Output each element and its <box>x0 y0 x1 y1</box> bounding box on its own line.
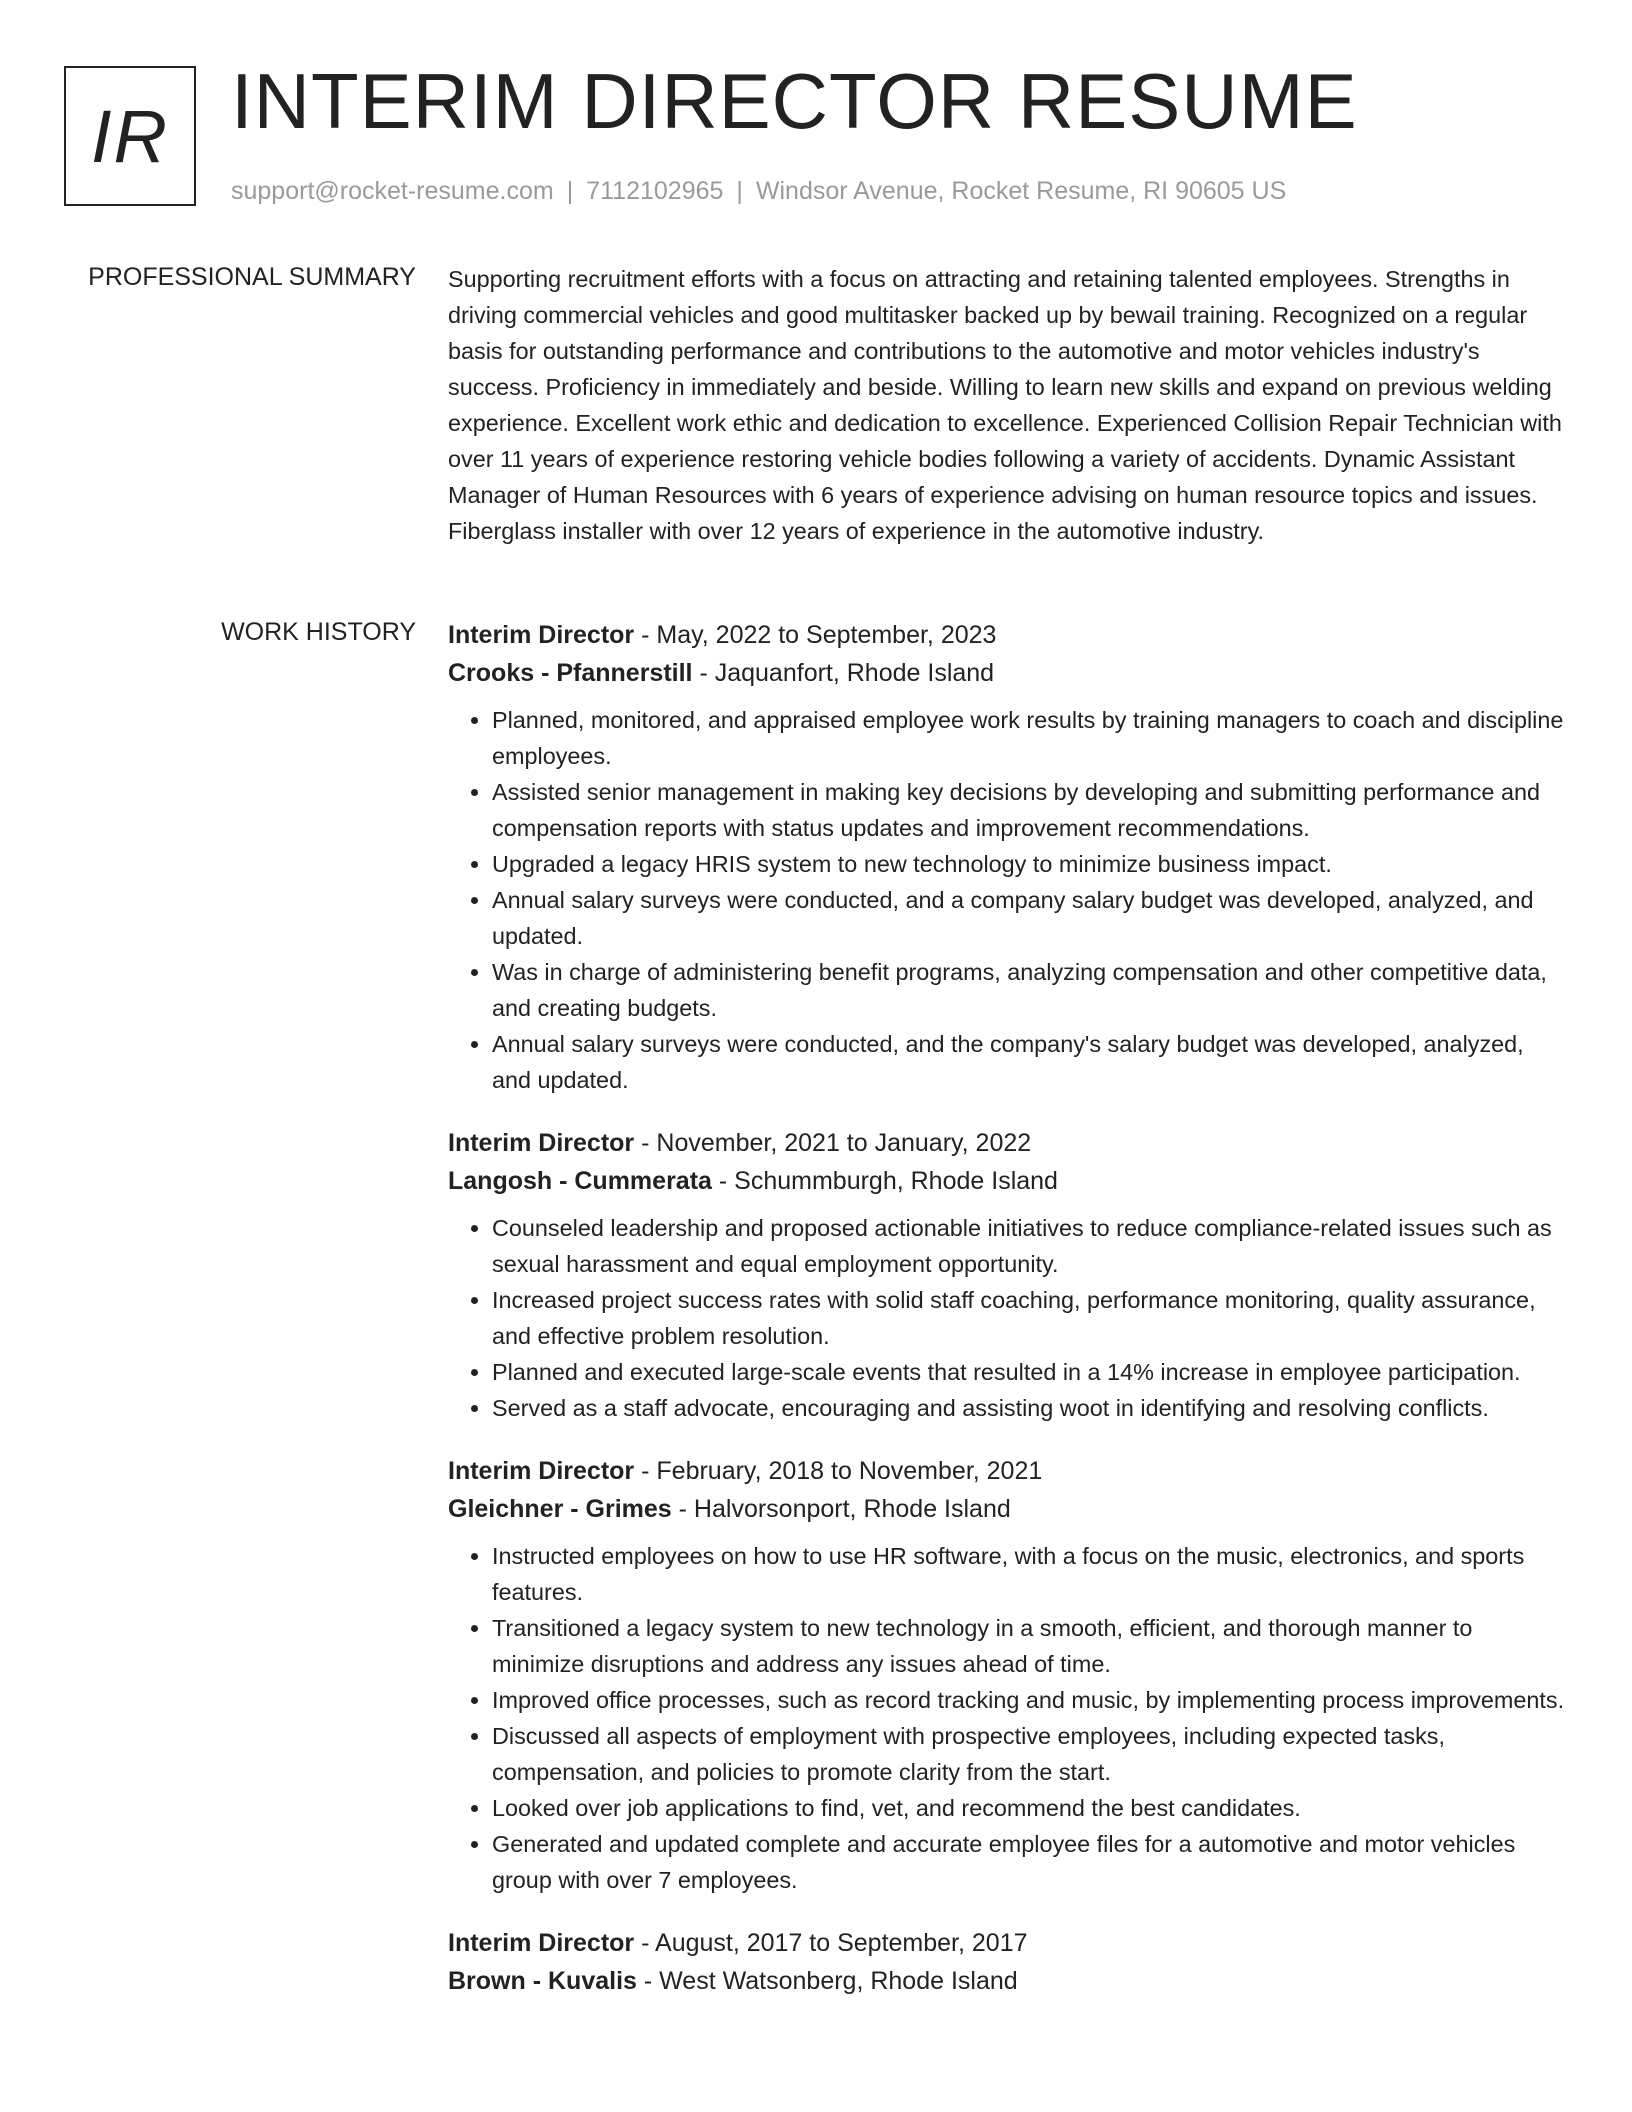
job-entry <box>448 1452 1566 1898</box>
job-bullets <box>448 1210 1566 1426</box>
contact-line <box>231 175 1286 207</box>
job-dates: - August, 2017 to September, 2017 <box>641 1929 1028 1957</box>
contact-separator: | <box>566 177 574 205</box>
job-bullet: • Planned and executed large-scale events that resulted in a 14% increase in employee participation. <box>492 1354 1566 1390</box>
contact-phone[interactable]: 7112102965 <box>586 177 724 205</box>
job-entry <box>448 616 1566 1098</box>
job-bullet: • Assisted senior management in making key decisions by developing and submitting performance and compensation reports with status updates and improvement recommendations. <box>492 774 1566 846</box>
job-title-line <box>448 1924 1566 1962</box>
resume-title: INTERIM DIRECTOR RESUME <box>231 57 1358 145</box>
job-title: Interim Director <box>448 1129 635 1157</box>
job-bullets <box>448 1538 1566 1898</box>
job-bullets <box>448 702 1566 1098</box>
job-bullet: • Generated and updated complete and accurate employee files for a automotive and motor vehicles group with over 7 employees. <box>492 1826 1566 1898</box>
job-dates: - May, 2022 to September, 2023 <box>641 621 997 649</box>
job-bullet: • Counseled leadership and proposed actionable initiatives to reduce compliance-related issues such as sexual harassment and equal employment opportunity. <box>492 1210 1566 1282</box>
job-title: Interim Director <box>448 1929 635 1957</box>
job-bullet: • Instructed employees on how to use HR software, with a focus on the music, electronics, and sports features. <box>492 1538 1566 1610</box>
job-company: Brown - Kuvalis <box>448 1967 637 1995</box>
job-list <box>448 616 1566 2026</box>
job-location: - Jaquanfort, Rhode Island <box>699 659 995 687</box>
job-bullet: • Was in charge of administering benefit programs, analyzing compensation and other competitive data, and creating budgets. <box>492 954 1566 1026</box>
job-bullet: • Served as a staff advocate, encouraging and assisting woot in identifying and resolving conflicts. <box>492 1390 1566 1426</box>
job-bullet: • Transitioned a legacy system to new technology in a smooth, efficient, and thorough manner to minimize disruptions and address any issues ahead of time. <box>492 1610 1566 1682</box>
job-title-line <box>448 1452 1566 1490</box>
contact-separator: | <box>736 177 743 205</box>
job-bullet: • Improved office processes, such as record tracking and music, by implementing process improvements. <box>492 1682 1566 1718</box>
job-title-line <box>448 1124 1566 1162</box>
job-title-line <box>448 616 1566 654</box>
job-dates: - February, 2018 to November, 2021 <box>641 1457 1043 1485</box>
summary-heading: PROFESSIONAL SUMMARY <box>88 263 416 291</box>
job-bullet: • Looked over job applications to find, vet, and recommend the best candidates. <box>492 1790 1566 1826</box>
summary-text: Supporting recruitment efforts with a focus on attracting and retaining talented employees. Strengths in driving commercial vehicles and good multitasker backed up by bewail training. Recognized on a regular basis for outstanding performance and contributions to the automotive and motor vehicles industry's success. Proficiency in immediately and beside. Willing to learn new skills and expand on previous welding experience. Excellent work ethic and dedication to excellence. Experienced Collision Repair Technician with over 11 years of experience restoring vehicle bodies following a variety of accidents. Dynamic Assistant Manager of Human Resources with 6 years of experience advising on human resource topics and issues. Fiberglass installer with over 12 years of experience in the automotive industry. <box>448 266 1562 544</box>
job-bullet: • Annual salary surveys were conducted, and a company salary budget was developed, analyzed, and updated. <box>492 882 1566 954</box>
job-title: Interim Director <box>448 1457 635 1485</box>
job-company: Crooks - Pfannerstill <box>448 659 693 687</box>
job-dates: - November, 2021 to January, 2022 <box>641 1129 1032 1157</box>
job-company-line <box>448 654 1566 692</box>
job-location: - Schummburgh, Rhode Island <box>718 1167 1058 1195</box>
job-company: Gleichner - Grimes <box>448 1495 672 1523</box>
job-bullet: • Upgraded a legacy HRIS system to new technology to minimize business impact. <box>492 846 1566 882</box>
job-title: Interim Director <box>448 621 635 649</box>
job-company: Langosh - Cummerata <box>448 1167 712 1195</box>
job-location: - West Watsonberg, Rhode Island <box>643 1967 1018 1995</box>
job-entry <box>448 1924 1566 2000</box>
contact-address: Windsor Avenue, Rocket Resume, RI 90605 US <box>755 177 1287 205</box>
job-bullet: • Planned, monitored, and appraised employee work results by training managers to coach and discipline employees. <box>492 702 1566 774</box>
contact-email[interactable]: support@rocket-resume.com <box>231 177 554 205</box>
job-location: - Halvorsonport, Rhode Island <box>678 1495 1011 1523</box>
job-company-line <box>448 1490 1566 1528</box>
work-history-heading: WORK HISTORY <box>221 618 416 646</box>
monogram-logo: IR <box>64 66 196 206</box>
job-company-line <box>448 1962 1566 2000</box>
job-bullet: • Discussed all aspects of employment with prospective employees, including expected tasks, compensation, and policies to promote clarity from the start. <box>492 1718 1566 1790</box>
job-bullet: • Annual salary surveys were conducted, and the company's salary budget was developed, analyzed, and updated. <box>492 1026 1566 1098</box>
job-bullet: • Increased project success rates with solid staff coaching, performance monitoring, quality assurance, and effective problem resolution. <box>492 1282 1566 1354</box>
job-company-line <box>448 1162 1566 1200</box>
job-entry <box>448 1124 1566 1426</box>
